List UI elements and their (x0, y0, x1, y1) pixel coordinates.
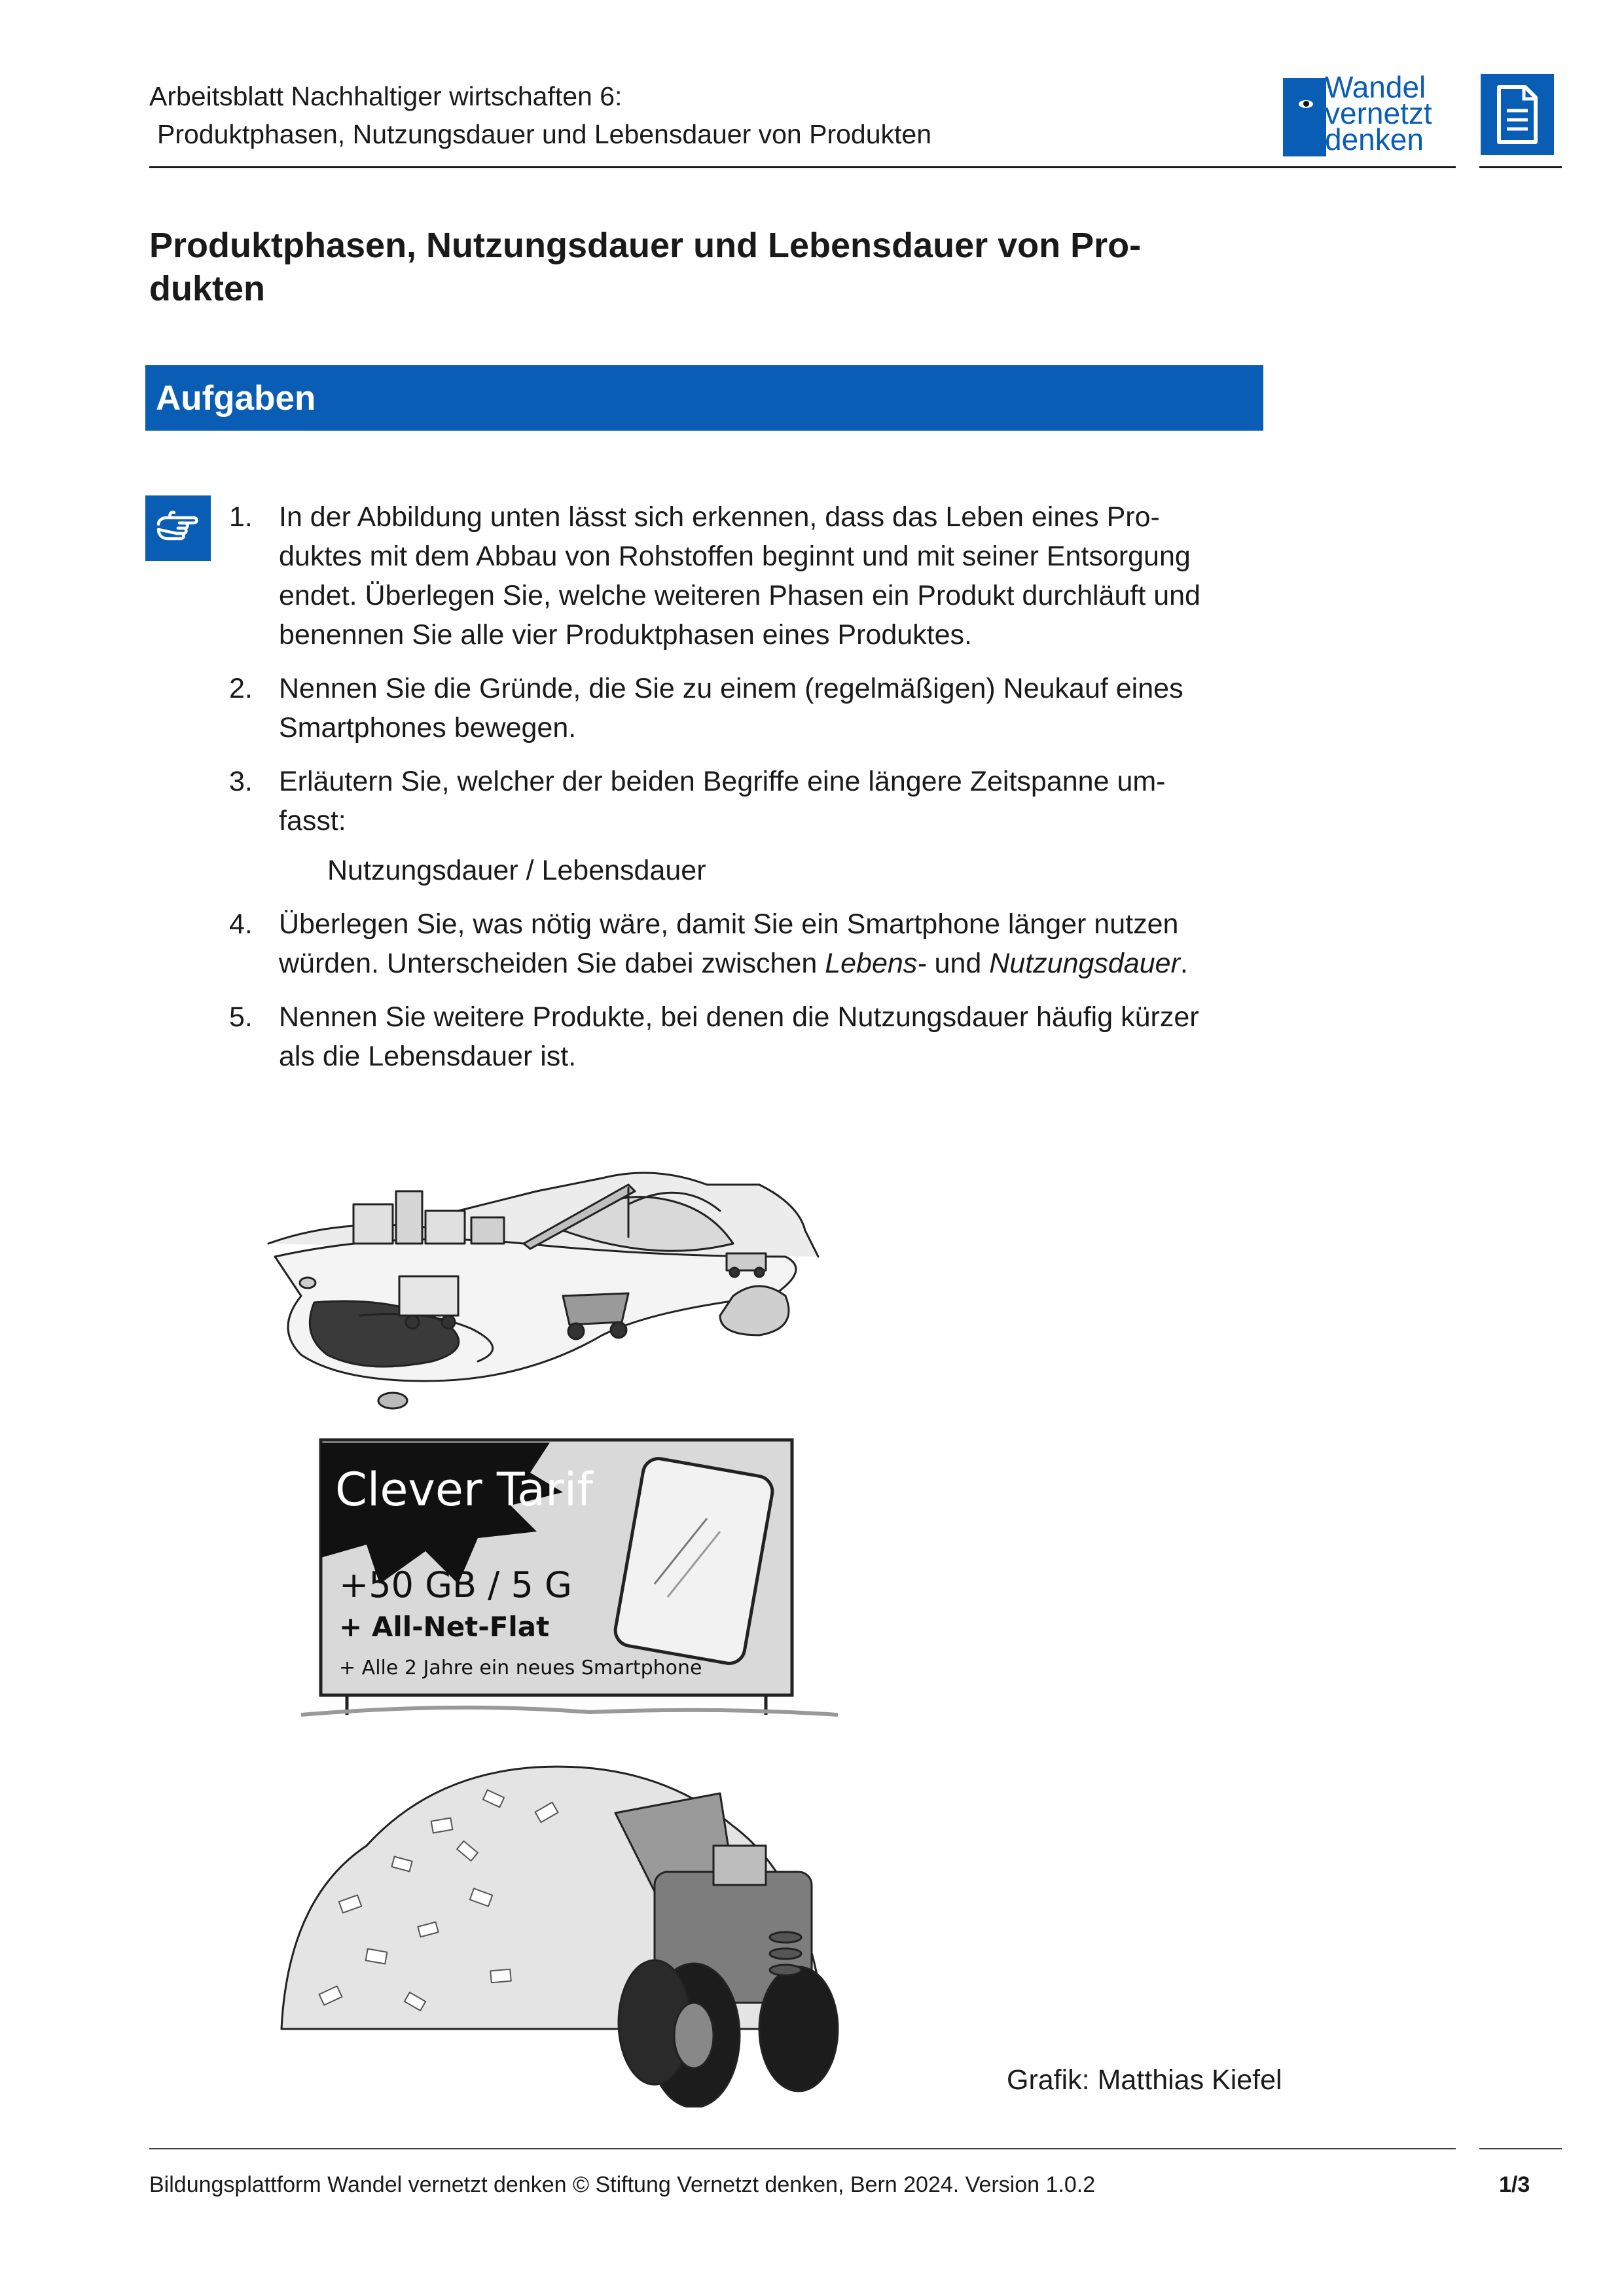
document-header (149, 77, 931, 153)
task-text-line: Überlegen Sie, was nötig wäre, damit Sie ein Smartphone länger nutzen (279, 908, 1179, 940)
task-item-3 (223, 762, 1270, 840)
mining-scene (268, 1173, 818, 1408)
term-lebensdauer: Lebens- (825, 948, 927, 979)
task-list (223, 497, 1270, 1090)
document-icon (1481, 74, 1554, 155)
pointing-hand-icon (145, 495, 211, 561)
term-nutzungsdauer: Nutzungsdauer (989, 948, 1180, 979)
task-text-line: als die Lebensdauer ist. (279, 1041, 577, 1072)
task-text-line: Nennen Sie die Gründe, die Sie zu einem (regelmäßigen) Neukauf eines (279, 673, 1183, 704)
header-divider (149, 166, 1456, 168)
section-title: Aufgaben (156, 379, 316, 418)
task-text-line (279, 944, 1270, 983)
logo-word-1: Wandel (1325, 70, 1426, 104)
header-divider-right (1479, 166, 1562, 168)
header-line-1: Arbeitsblatt Nachhaltiger wirtschaften 6: (149, 81, 623, 111)
smartphone-tariff-billboard (301, 1440, 838, 1715)
page-title-line-2: dukten (149, 269, 266, 308)
billboard-line-3: + Alle 2 Jahre ein neues Smartphone (339, 1657, 702, 1679)
task-text-line: benennen Sie alle vier Produktphasen eines Produktes. (279, 619, 972, 651)
logo-wordmark (1325, 70, 1432, 156)
task-number: 5. (229, 1001, 253, 1033)
task-text-run: . (1180, 948, 1188, 979)
task-3-terms: Nutzungsdauer / Lebensdauer (327, 855, 706, 886)
task-number: 2. (229, 673, 253, 704)
logo-word-3: denken (1325, 122, 1424, 156)
page-title-line-1: Produktphasen, Nutzungsdauer und Lebensdauer von Pro- (149, 226, 1142, 265)
footer-copyright: Bildungsplattform Wandel vernetzt denken © Stiftung Vernetzt denken, Bern 2024. Version 1.0.2 (149, 2172, 1096, 2197)
page-title (149, 224, 1262, 310)
task-item-4 (223, 905, 1270, 983)
task-text-line: fasst: (279, 805, 346, 836)
task-number: 3. (229, 766, 253, 797)
billboard-brand: Clever Tarif (335, 1463, 593, 1516)
page-number: 1/3 (1499, 2172, 1530, 2197)
illustration-credit: Grafik: Matthias Kiefel (1007, 2064, 1282, 2096)
task-number: 4. (229, 908, 253, 940)
worksheet-document-icon (1481, 74, 1554, 155)
billboard-line-1: +50 GB / 5 G (339, 1564, 572, 1605)
waste-heap-scene (281, 1767, 838, 2108)
task-text-line: endet. Überlegen Sie, welche weiteren Phasen ein Produkt durchläuft und (279, 580, 1200, 611)
task-text-run: würden. Unterscheiden Sie dabei zwischen (279, 948, 825, 979)
task-item-5 (223, 997, 1270, 1076)
logo-pupil (1303, 101, 1309, 107)
product-life-cycle-illustration (262, 1165, 916, 2108)
footer-divider (149, 2148, 1456, 2149)
task-number: 1. (229, 501, 253, 533)
footer-divider-right (1479, 2148, 1562, 2149)
logo-word-2: vernetzt (1325, 96, 1432, 130)
task-item-1 (223, 497, 1270, 655)
wandel-vernetzt-denken-logo (1283, 70, 1466, 158)
task-text-line: Smartphones bewegen. (279, 712, 577, 744)
task-text-line: In der Abbildung unten lässt sich erkennen, dass das Leben eines Pro- (279, 501, 1160, 533)
pointing-hand-glyph (145, 495, 211, 561)
task-text-line: Erläutern Sie, welcher der beiden Begriffe eine längere Zeitspanne um- (279, 766, 1166, 797)
task-text-line: duktes mit dem Abbau von Rohstoffen beginnt und mit seiner Entsorgung (279, 541, 1191, 572)
task-item-2 (223, 669, 1270, 747)
header-line-2: Produktphasen, Nutzungsdauer und Lebensdauer von Produkten (157, 119, 932, 149)
task-text-line: Nennen Sie weitere Produkte, bei denen die Nutzungsdauer häufig kürzer (279, 1001, 1199, 1033)
logo-head-mark (1283, 78, 1326, 156)
billboard-line-2: + All-Net-Flat (339, 1611, 550, 1643)
task-text-run: und (926, 948, 990, 979)
